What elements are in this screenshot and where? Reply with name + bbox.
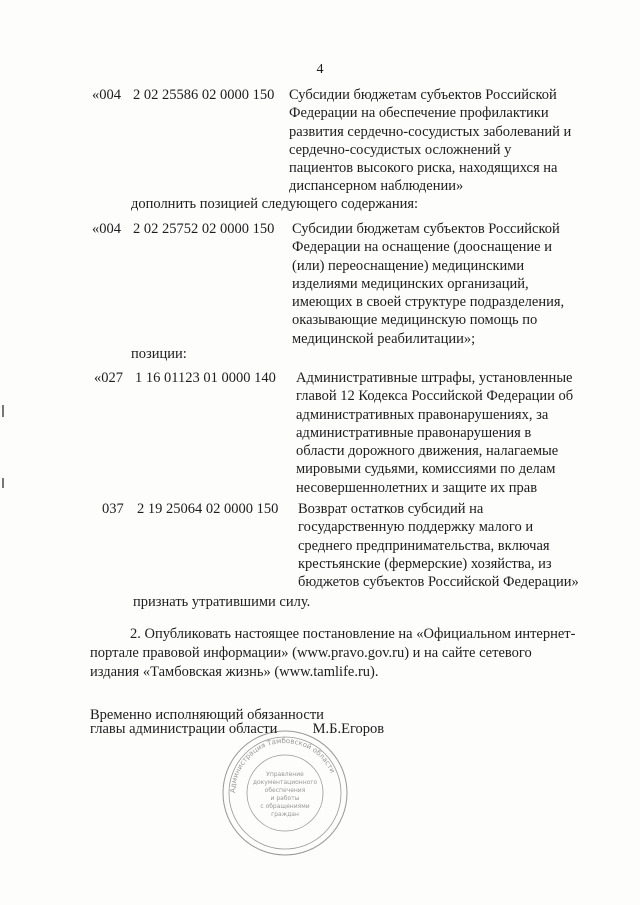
description-line: развития сердечно-сосудистых заболеваний и: [289, 123, 572, 140]
scan-artifact: [2, 478, 4, 488]
official-seal: [220, 728, 350, 858]
description-line: Федерации на оснащение (дооснащение и: [292, 239, 552, 256]
page-number: 4: [316, 62, 324, 77]
paragraph-line: издания «Тамбовская жизнь» (www.tamlife.ru).: [90, 664, 379, 680]
signatory-name: М.Б.Егоров: [312, 721, 385, 737]
svg-text:документационного: документационного: [252, 779, 318, 786]
description-line: сердечно-сосудистых осложнений у: [289, 141, 512, 158]
signatory-position: главы администрации области: [90, 721, 278, 737]
entry-code: 2 02 25752 02 0000 150: [133, 221, 275, 237]
instruction-repeal: признать утратившими силу.: [133, 594, 311, 610]
description-line: Субсидии бюджетам субъектов Российской: [292, 221, 560, 237]
entry-description: [292, 220, 617, 348]
entry-prefix: «004: [92, 87, 121, 103]
paragraph-line: 2. Опубликовать настоящее постановление на «Официальном интернет-: [130, 626, 576, 642]
entry-code: 2 19 25064 02 0000 150: [137, 501, 279, 517]
entry-code: 2 02 25586 02 0000 150: [133, 87, 275, 103]
description-line: среднего предпринимательства, включая: [298, 537, 550, 554]
description-line: Возврат остатков субсидий на: [298, 501, 484, 517]
publication-paragraph: [90, 625, 604, 682]
entry-prefix: «004: [92, 221, 121, 237]
svg-text:Управление: Управление: [266, 771, 304, 778]
description-line: пациентов высокого риска, находящихся на: [289, 160, 558, 177]
description-line: изделиями медицинских организаций,: [292, 275, 529, 292]
description-line: главой 12 Кодекса Российской Федерации об: [296, 388, 574, 405]
entry-code: 1 16 01123 01 0000 140: [135, 370, 276, 386]
entry-description: [289, 86, 614, 196]
instruction-add-position: дополнить позицией следующего содержания:: [131, 196, 419, 212]
description-line: Субсидии бюджетам субъектов Российской: [289, 87, 557, 103]
entry-description: [298, 500, 623, 591]
svg-text:с обращениями: с обращениями: [260, 803, 310, 810]
scan-artifact: [2, 405, 4, 417]
svg-text:Администрация Тамбовской облас: Администрация Тамбовской области: [228, 736, 337, 794]
entry-prefix: «027: [94, 370, 123, 386]
description-line: имеющих в своей структуре подразделения,: [292, 294, 565, 311]
paragraph-line: портале правовой информации» (www.pravo.gov.ru) и на сайте сетевого: [90, 645, 532, 661]
description-line: медицинской реабилитации»;: [292, 330, 476, 347]
description-line: государственную поддержку малого и: [298, 519, 534, 536]
description-line: диспансерном наблюдении»: [289, 178, 464, 195]
entry-description: [296, 369, 621, 497]
description-line: крестьянские (фермерские) хозяйства, из: [298, 555, 552, 572]
description-line: административных правонарушениях, за: [296, 406, 549, 423]
description-line: мировыми судьями, комиссиями по делам: [296, 461, 556, 478]
description-line: (или) переоснащение) медицинскими: [292, 257, 525, 274]
svg-text:граждан: граждан: [271, 811, 299, 818]
signatory-position: Временно исполняющий обязанности: [90, 707, 324, 723]
instruction-positions: позиции:: [131, 346, 187, 362]
description-line: бюджетов субъектов Российской Федерации»: [298, 574, 579, 591]
description-line: административные правонарушения в: [296, 424, 532, 441]
description-line: Административные штрафы, установленные: [296, 370, 573, 386]
svg-text:и работы: и работы: [270, 795, 300, 802]
description-line: Федерации на обеспечение профилактики: [289, 105, 549, 122]
description-line: области дорожного движения, налагаемые: [296, 443, 559, 460]
svg-text:обеспечения: обеспечения: [264, 787, 306, 794]
entry-prefix: 037: [102, 501, 124, 517]
description-line: оказывающие медицинскую помощь по: [292, 312, 538, 329]
description-line: несовершеннолетних и защите их прав: [296, 479, 538, 496]
